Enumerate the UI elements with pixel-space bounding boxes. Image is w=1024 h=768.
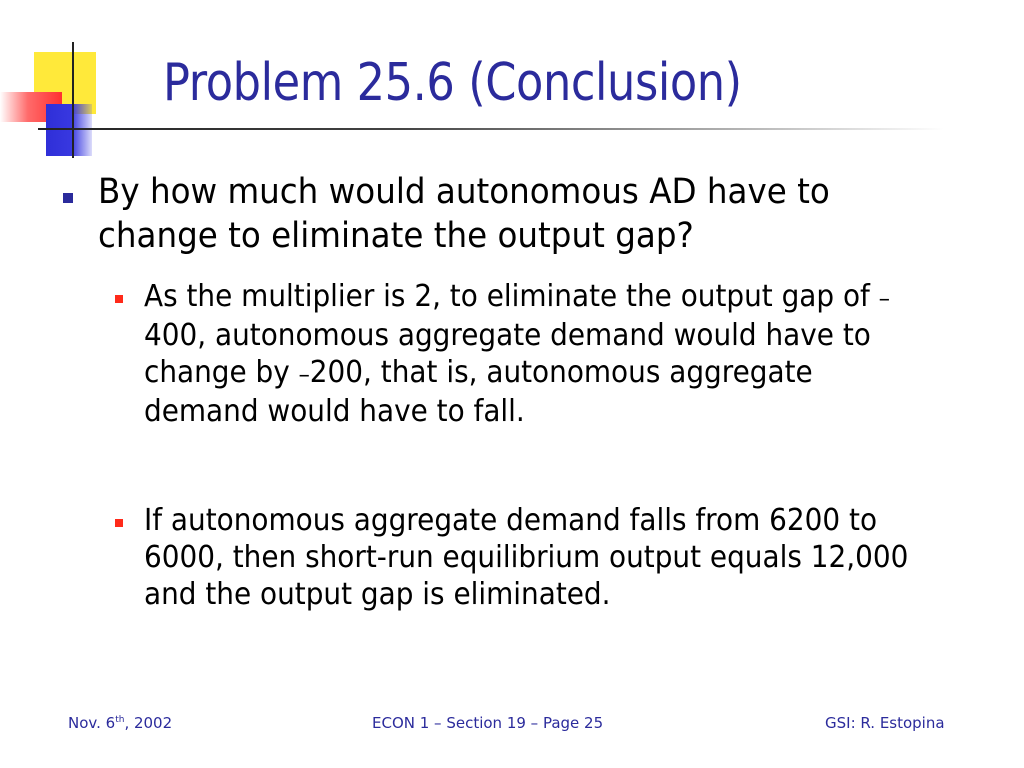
footer-date-suffix: , 2002 — [124, 714, 173, 732]
sub-bullet-1-text-a: As the multiplier is 2, to eliminate the output gap of — [144, 279, 879, 314]
bullet-marker — [63, 193, 73, 203]
deco-blue-square — [46, 104, 92, 156]
minus-sign: – — [298, 360, 310, 388]
title-underline — [38, 128, 944, 130]
minus-sign: – — [878, 284, 890, 312]
sub-bullet-1-text-b: 400, autonomous aggregate demand would have to change by — [144, 318, 871, 390]
slide-title: Problem 25.6 (Conclusion) — [163, 53, 742, 113]
footer-right: GSI: R. Estopina — [825, 714, 945, 732]
footer-date-sup: th — [115, 715, 125, 725]
sub-bullet-marker-2 — [115, 519, 123, 527]
sub-bullet-1-text-c: 200, that is, autonomous aggregate demand would have to fall. — [144, 355, 813, 429]
sub-bullet-2: If autonomous aggregate demand falls from 6200 to 6000, then short-run equilibrium output equals 12,000 and the output gap is eliminated. — [144, 503, 909, 612]
sub-bullet-marker-1 — [115, 295, 123, 303]
main-bullet-text: By how much would autonomous AD have to change to eliminate the output gap? — [98, 172, 830, 256]
footer-center: ECON 1 – Section 19 – Page 25 — [372, 714, 604, 732]
sub-bullet-1 — [144, 278, 925, 430]
footer-date — [68, 714, 172, 732]
deco-vertical-line — [72, 42, 74, 158]
footer-date-prefix: Nov. 6 — [68, 714, 116, 732]
